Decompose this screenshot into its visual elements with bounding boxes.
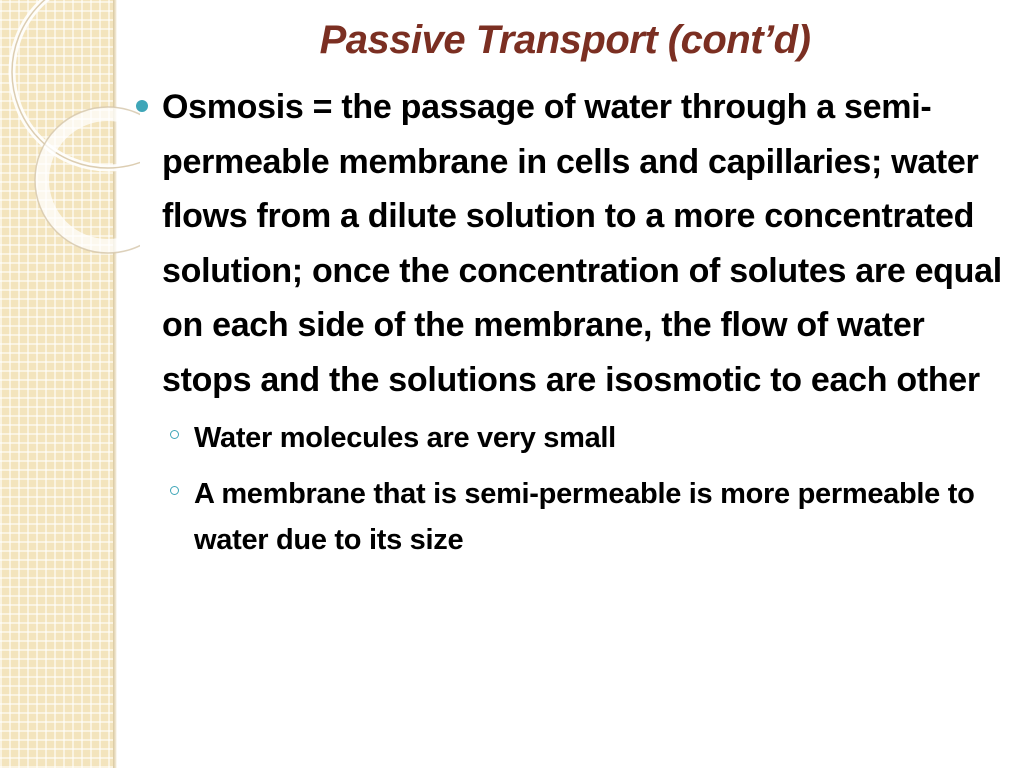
decorative-ring-large-shadow xyxy=(12,0,140,168)
decorative-ring-large xyxy=(12,0,140,168)
bullet-text: Osmosis = the passage of water through a semi-permeable membrane in cells and capillaries; water flows from a dilute solution to a more concentrated solution; once the concentration of solutes are equal on each side of the membrane, the flow of water stops and the solutions are isosmotic to each other xyxy=(162,88,1002,399)
slide-content xyxy=(132,80,1002,573)
sub-bullet-membrane xyxy=(170,471,1002,563)
sub-bullet-text: Water molecules are very small xyxy=(194,422,616,454)
sub-bullet-water-molecules xyxy=(170,415,1002,461)
bullet-dot-icon xyxy=(136,100,148,112)
decorative-ring-small-shadow xyxy=(35,107,140,253)
sub-bullet-list xyxy=(132,415,1002,563)
sub-bullet-text: A membrane that is semi-permeable is more permeable to water due to its size xyxy=(194,478,975,556)
slide-title: Passive Transport (cont’d) xyxy=(319,18,811,62)
sub-bullet-ring-icon xyxy=(170,486,179,495)
decorative-ring-small xyxy=(42,114,140,246)
bullet-osmosis xyxy=(132,80,1002,407)
decorative-rings xyxy=(0,0,140,260)
sub-bullet-ring-icon xyxy=(170,430,179,439)
